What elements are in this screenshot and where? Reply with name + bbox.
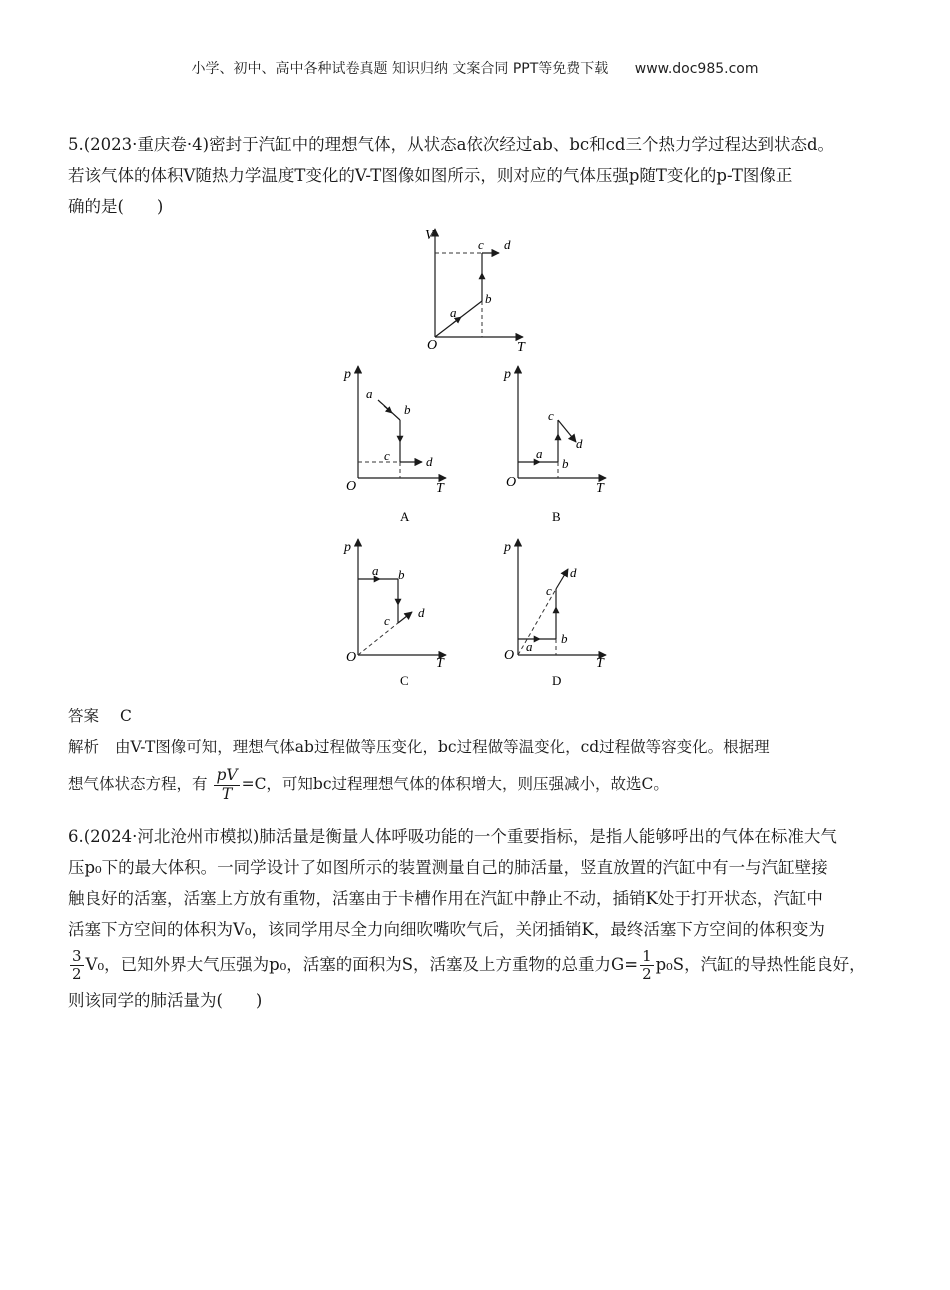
point-c: c — [548, 408, 554, 423]
question-5 — [68, 129, 886, 222]
fraction-1-2 — [640, 949, 654, 982]
axis-label-v: V — [425, 228, 434, 243]
origin-label: O — [427, 338, 438, 353]
point-c: c — [546, 583, 552, 598]
option-b-graph — [498, 362, 618, 527]
q6-line-1: 6.(2024·河北沧州市模拟)肺活量是衡量人体呼吸功能的一个重要指标，是指人能够呼出的气体在标准大气 — [68, 827, 837, 846]
q6-line-5 — [68, 945, 886, 985]
explanation-line-1 — [68, 735, 886, 757]
header-text: 小学、初中、高中各种试卷真题 知识归纳 文案合同 PPT等免费下载 — [191, 61, 609, 77]
fraction-numerator: 1 — [642, 947, 652, 965]
fraction-3-2 — [70, 949, 84, 982]
explanation-text-2b: =C，可知bc过程理想气体的体积增大，则压强减小，故选C。 — [241, 775, 669, 793]
point-d: d — [576, 436, 583, 451]
fraction-numerator: pV — [216, 766, 238, 784]
fraction-pv-t — [214, 768, 239, 802]
point-b: b — [562, 456, 569, 471]
q6-line-3: 触良好的活塞，活塞上方放有重物，活塞由于卡槽作用在汽缸中静止不动，插销K处于打开状态，汽缸中 — [68, 889, 823, 908]
page-header — [0, 58, 950, 78]
point-a: a — [372, 563, 379, 578]
arrow-ab — [384, 406, 392, 413]
origin-label: O — [346, 479, 357, 494]
header-url[interactable]: www.doc985.com — [634, 61, 759, 77]
q5-line-3: 确的是( ) — [68, 197, 164, 216]
q5-line-1: 5.(2023·重庆卷·4)密封于汽缸中的理想气体，从状态a依次经过ab、bc和cd三个热力学过程达到状态d。 — [68, 135, 835, 154]
axis-label-p: p — [504, 540, 511, 555]
caption-c: C — [400, 673, 409, 688]
axis-label-t: T — [596, 481, 604, 496]
point-d: d — [570, 565, 577, 580]
segment-cd — [558, 420, 576, 442]
option-d-graph — [498, 535, 618, 695]
axis-label-t: T — [436, 481, 444, 496]
explanation-label: 解析 — [68, 738, 100, 756]
q6-line-5a: V₀，已知外界大气压强为p₀，活塞的面积为S，活塞及上方重物的总重力G= — [85, 955, 639, 974]
point-a: a — [526, 639, 533, 654]
point-d: d — [504, 237, 511, 252]
axis-label-p: p — [344, 367, 351, 382]
origin-label: O — [346, 650, 357, 665]
point-d: d — [418, 605, 425, 620]
axis-label-t: T — [596, 656, 604, 671]
origin-label: O — [506, 475, 517, 490]
point-b: b — [404, 402, 411, 417]
point-b: b — [398, 567, 405, 582]
answer — [68, 704, 132, 726]
fraction-numerator: 3 — [72, 947, 82, 965]
segment-cd — [398, 612, 412, 623]
q6-line-2: 压p₀下的最大体积。一同学设计了如图所示的装置测量自己的肺活量，竖直放置的汽缸中有一与汽缸壁接 — [68, 858, 828, 877]
explanation-text-1: 由V-T图像可知，理想气体ab过程做等压变化，bc过程做等温变化，cd过程做等容变化。根据理 — [115, 738, 770, 756]
axis-label-p: p — [344, 540, 351, 555]
point-b: b — [561, 631, 568, 646]
axis-label-p: p — [504, 367, 511, 382]
point-a: a — [536, 446, 543, 461]
point-c: c — [384, 613, 390, 628]
point-c: c — [384, 448, 390, 463]
question-6 — [68, 821, 886, 1016]
caption-a: A — [400, 509, 410, 524]
origin-label: O — [504, 648, 515, 663]
point-d: d — [426, 454, 433, 469]
point-a: a — [450, 305, 457, 320]
q6-line-4: 活塞下方空间的体积为V₀，该同学用尽全力向细吹嘴吹气后，关闭插销K，最终活塞下方空间的体积变为 — [68, 920, 825, 939]
point-c: c — [478, 237, 484, 252]
guide-dash-diag — [358, 623, 398, 655]
axis-label-t: T — [436, 656, 444, 671]
caption-d: D — [552, 673, 562, 688]
caption-b: B — [552, 509, 561, 524]
option-c-graph — [338, 535, 458, 695]
point-a: a — [366, 386, 373, 401]
axis-label-t: T — [517, 340, 525, 355]
option-a-graph — [338, 362, 458, 527]
segment-cd — [556, 569, 568, 589]
fraction-denominator: 2 — [72, 965, 82, 983]
q6-line-5b: p₀S，汽缸的导热性能良好， — [655, 955, 866, 974]
guide-dash-diag — [518, 589, 556, 655]
vt-graph — [415, 225, 535, 355]
point-b: b — [485, 291, 492, 306]
fraction-denominator: 2 — [642, 965, 652, 983]
q5-line-2: 若该气体的体积V随热力学温度T变化的V-T图像如图所示，则对应的气体压强p随T变化的p-T图像正 — [68, 166, 793, 185]
q6-line-6: 则该同学的肺活量为( ) — [68, 991, 263, 1010]
explanation-text-2a: 想气体状态方程，有 — [68, 775, 208, 793]
answer-label: 答案 — [68, 707, 100, 725]
answer-value: C — [119, 707, 132, 725]
fraction-denominator: T — [221, 784, 233, 803]
explanation-line-2 — [68, 768, 886, 802]
